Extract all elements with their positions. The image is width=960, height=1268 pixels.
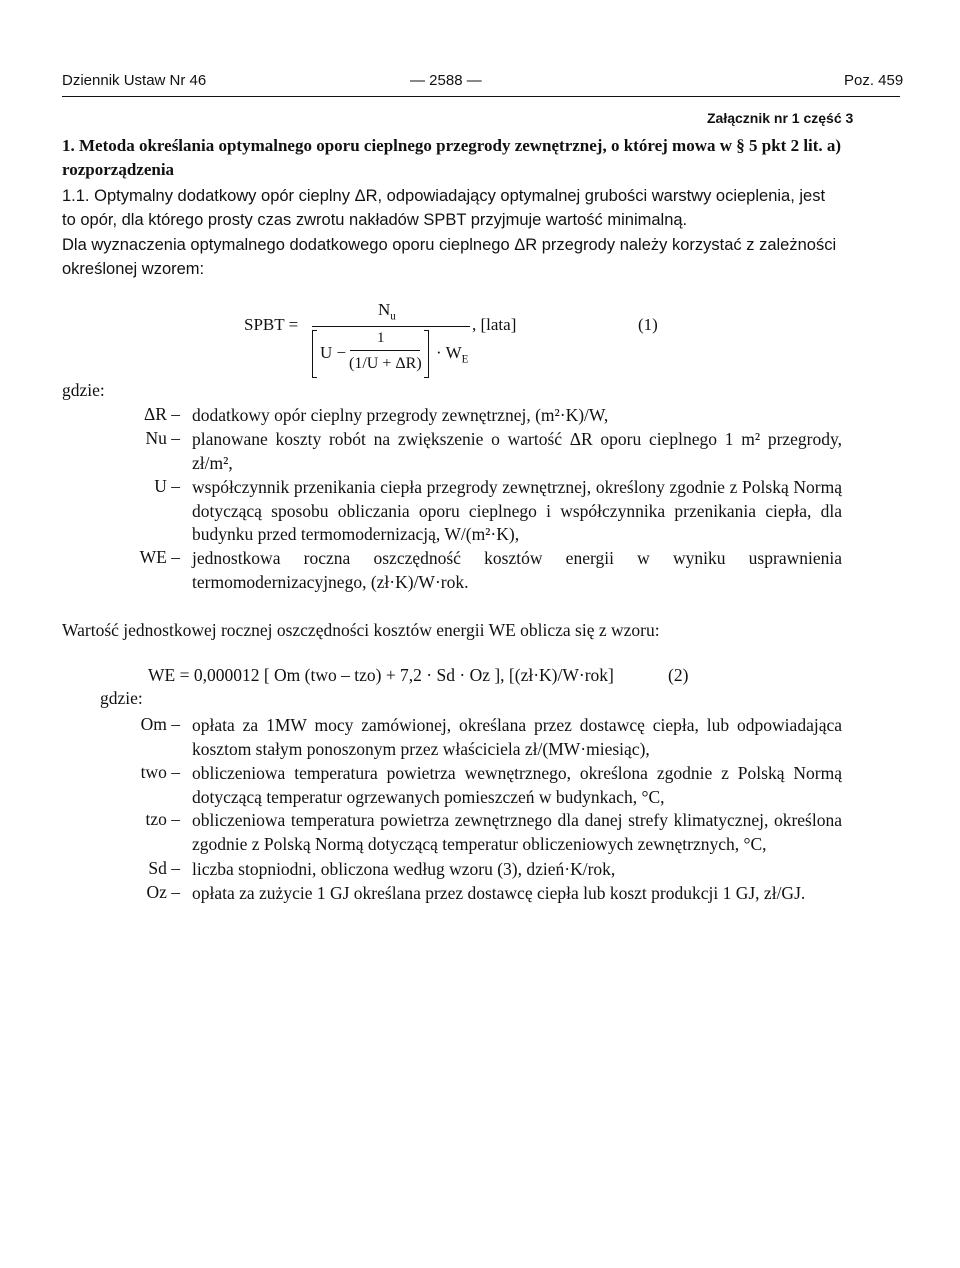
def-text: obliczeniowa temperatura powietrza zewnętrznego dla danej strefy klimatycznej, określona zgodnie z Polską Normą dotyczącą temperatur obliczeniowych zewnętrznych, °C,: [192, 810, 842, 854]
position-number: Poz. 459: [844, 72, 904, 89]
where-label-2: gdzie:: [100, 688, 143, 708]
para2-line2: określonej wzorem:: [62, 260, 205, 278]
para1-line1: 1.1. Optymalny dodatkowy opór cieplny ΔR, odpowiadający optymalnej grubości warstwy ocieplenia, jest: [62, 187, 826, 205]
formula1-numerator: $N_u$: [378, 300, 396, 323]
def-symbol: two –: [140, 762, 180, 782]
def-symbol: Om –: [140, 714, 180, 734]
formula1-inner-denominator: (1/U + ΔR): [349, 355, 422, 372]
def-symbol: tzo –: [145, 809, 180, 829]
formula-2: WE = 0,000012 [ Om (two – tzo) + 7,2 · Sd · Oz ], [(zł·K)/W·rok]: [148, 665, 614, 685]
formula1-bracket-left: [312, 330, 317, 378]
journal-title: Dziennik Ustaw Nr 46: [62, 72, 207, 89]
def-symbol: WE –: [139, 547, 180, 567]
def-text: liczba stopniodni, obliczona według wzoru (3), dzień·K/rok,: [192, 859, 616, 879]
section-title-line2: rozporządzenia: [62, 160, 175, 179]
def-text: dodatkowy opór cieplny przegrody zewnętrznej, (m²·K)/W,: [192, 405, 609, 425]
formula2-number: (2): [668, 665, 689, 685]
def-text: obliczeniowa temperatura powietrza wewnętrznego, określona zgodnie z Polską Normą dotyczącą temperatur ogrzewanych pomieszczeń w budynkach, °C,: [192, 763, 842, 807]
formula1-unit: , [lata]: [472, 315, 517, 334]
def-symbol: U –: [154, 476, 180, 496]
def-text: współczynnik przenikania ciepła przegrody zewnętrznej, określony zgodnie z Polską Normą dotyczącą sposobu obliczania oporu cieplnego i współczynnika przenikania ciepła, dla budynku przed termomodernizacją, W/(m²·K),: [192, 477, 842, 544]
page-number: — 2588 —: [410, 72, 482, 89]
where-label-1: gdzie:: [62, 380, 105, 400]
section-title-line1: 1. Metoda określania optymalnego oporu cieplnego przegrody zewnętrznej, o której mowa w § 5 pkt 2 lit. a): [62, 136, 842, 155]
def-symbol: Sd –: [148, 858, 180, 878]
def-text: jednostkowa roczna oszczędność kosztów energii w wyniku usprawnienia termomodernizacyjnego, (zł·K)/W·rok.: [192, 548, 842, 592]
formula1-denom-u: U −: [320, 343, 347, 362]
formula1-lhs: SPBT =: [244, 315, 299, 334]
formula1-number: (1): [638, 315, 658, 334]
formula1-we: · $W_E$: [436, 343, 469, 366]
def-symbol: Oz –: [146, 882, 180, 902]
def-text: planowane koszty robót na zwiększenie o wartość ΔR oporu cieplnego 1 m² przegrody, zł/m²,: [192, 429, 842, 473]
header-rule: [62, 96, 900, 97]
para2-line1: Dla wyznaczenia optymalnego dodatkowego oporu cieplnego ΔR przegrody należy korzystać z zależności: [62, 236, 837, 254]
def-text: opłata za zużycie 1 GJ określana przez dostawcę ciepła lub koszt produkcji 1 GJ, zł/GJ.: [192, 883, 806, 903]
def-text: opłata za 1MW mocy zamówionej, określana przez dostawcę ciepła, lub odpowiadająca kosztom stałym ponoszonym przez właściciela zł/(MW·miesiąc),: [192, 715, 842, 759]
def-symbol: ΔR –: [143, 404, 180, 424]
para3: Wartość jednostkowej rocznej oszczędności kosztów energii WE oblicza się z wzoru:: [62, 620, 660, 640]
para1-line2: to opór, dla którego prosty czas zwrotu nakładów SPBT przyjmuje wartość minimalną.: [62, 211, 688, 229]
formula1-inner-one: 1: [377, 330, 385, 346]
attachment-label: Załącznik nr 1 część 3: [707, 110, 854, 126]
formula1-fraction-bar: [312, 326, 470, 327]
formula1-bracket-right: [424, 330, 429, 378]
formula1-inner-bar: [350, 350, 420, 351]
def-symbol: Nu –: [145, 428, 180, 448]
